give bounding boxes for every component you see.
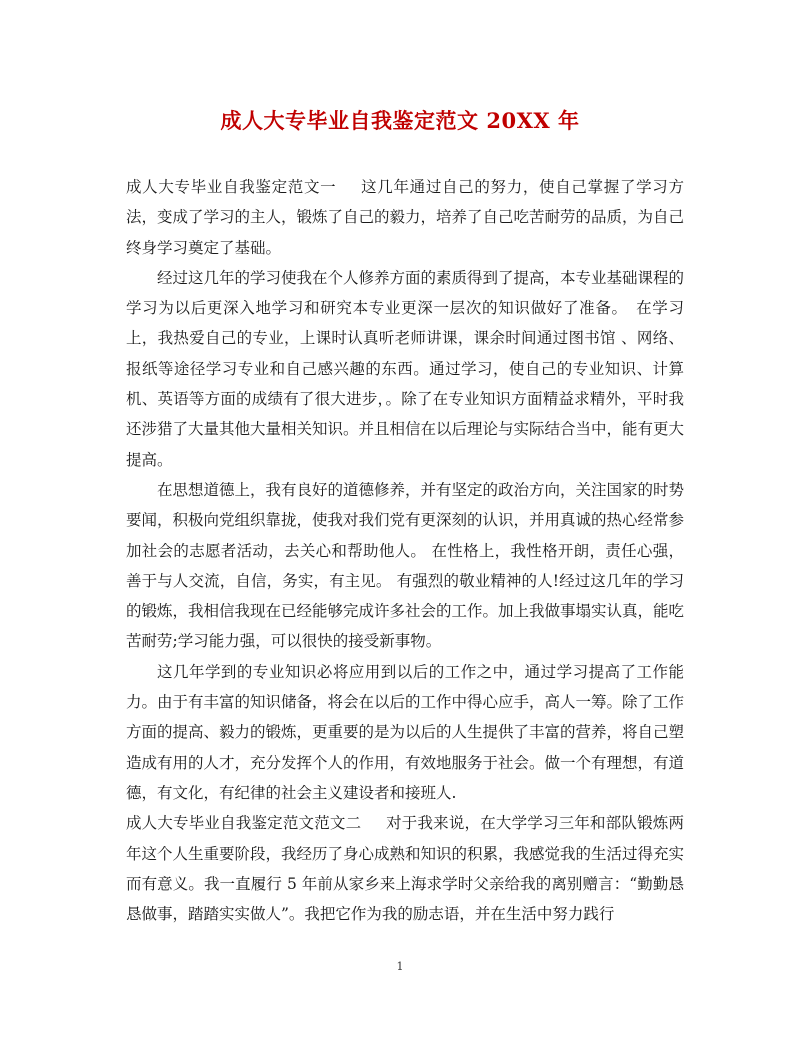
paragraph: 这几年学到的专业知识必将应用到以后的工作之中，通过学习提高了工作能力。由于有丰富的知识储备，将会在以后的工作中得心应手，高人一筹。除了工作方面的提高、毅力的锻炼，更重要的是为以后的人生提供了丰富的营养，将自己塑造成有用的人才，充分发挥个人的作用，有效地服务于社会。做一个有理想，有道德，有文化，有纪律的社会主义建设者和接班人. <box>126 662 685 802</box>
section-one-intro: 这几年通过自己的努力，使自己掌握了学习方法，变成了学习的主人，锻炼了自己的毅力，培养了自己吃苦耐劳的品质，为自己终身学习奠定了基础。 <box>126 178 685 257</box>
section-two-heading: 成人大专毕业自我鉴定范文范文二 <box>126 814 362 833</box>
page-number: 1 <box>396 960 404 973</box>
section-one-opening <box>126 172 684 263</box>
section-one-heading: 成人大专毕业自我鉴定范文一 <box>126 178 337 196</box>
document-body <box>126 172 684 929</box>
document-title: 成人大专毕业自我鉴定范文 20XX 年 <box>220 108 580 133</box>
section-two-opening <box>126 808 684 929</box>
paragraph: 经过这几年的学习使我在个人修养方面的素质得到了提高，本专业基础课程的学习为以后更深入地学习和研究本专业更深一层次的知识做好了准备。 在学习上，我热爱自己的专业，上课时认真听老师讲课，课余时间通过图书馆 、网络、报纸等途径学习专业和自己感兴趣的东西。通过学习，使自己的专业知识、计算机、英语等方面的成绩有了很大进步，。除了在专业知识方面精益求精外，平时我还涉猎了大量其他大量相关知识。并且相信在以后理论与实际结合当中，能有更大提高。 <box>126 268 685 469</box>
paragraph: 在思想道德上，我有良好的道德修养，并有坚定的政治方向，关注国家的时势要闻，积极向党组织靠拢，使我对我们党有更深刻的认识，并用真诚的热心经常参加社会的志愿者活动，去关心和帮助他人。 在性格上，我性格开朗，责任心强，善于与人交流，自信，务实，有主见。 有强烈的敬业精神的人!经过这几年的学习的锻炼，我相信我现在已经能够完成许多社会的工作。加上我做事塌实认真，能吃苦耐劳;学习能力强，可以很快的接受新事物。 <box>126 480 685 651</box>
section-two-intro: 对于我来说，在大学学习三年和部队锻炼两年这个人生重要阶段，我经历了身心成熟和知识的积累，我感觉我的生活过得充实而有意义。我一直履行 5 年前从家乡来上海求学时父亲给我的离别赠言：“勤勤恳恳做事，踏踏实实做人”。我把它作为我的励志语，并在生活中努力践行 <box>126 814 685 924</box>
